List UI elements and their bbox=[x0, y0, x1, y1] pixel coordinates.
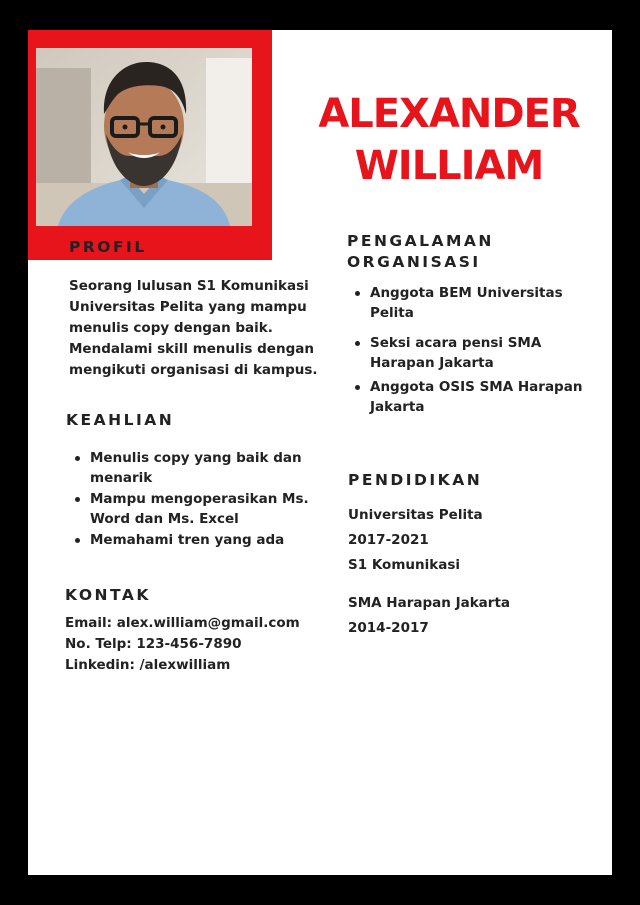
profil-line: mengikuti organisasi di kampus. bbox=[69, 362, 318, 378]
profil-line: menulis copy dengan baik. bbox=[69, 320, 273, 336]
profil-heading: PROFIL bbox=[69, 238, 147, 256]
edu-school: SMA Harapan Jakarta bbox=[348, 595, 511, 611]
profil-text bbox=[69, 276, 318, 381]
pengalaman-heading: PENGALAMAN ORGANISASI bbox=[347, 232, 494, 271]
profil-line: Universitas Pelita yang mampu bbox=[69, 299, 307, 315]
list-item: Anggota OSIS SMA Harapan Jakarta bbox=[370, 379, 583, 415]
contact-phone: No. Telp: 123-456-7890 bbox=[65, 636, 242, 652]
profil-line: Seorang lulusan S1 Komunikasi bbox=[69, 278, 309, 294]
profile-photo-illustration bbox=[36, 48, 252, 226]
resume-page bbox=[28, 30, 612, 875]
kontak-heading: KONTAK bbox=[65, 586, 151, 604]
keahlian-heading: KEAHLIAN bbox=[66, 411, 175, 429]
resume-name bbox=[304, 88, 594, 192]
kontak-details bbox=[65, 613, 300, 676]
profile-photo bbox=[36, 48, 252, 226]
contact-email: Email: alex.william@gmail.com bbox=[65, 615, 300, 631]
list-item: Seksi acara pensi SMA Harapan Jakarta bbox=[370, 333, 582, 373]
name-last: WILLIAM bbox=[354, 143, 544, 189]
list-item: Mampu mengoperasikan Ms. Word dan Ms. Excel bbox=[90, 491, 309, 527]
keahlian-list bbox=[68, 448, 309, 550]
name-first: ALEXANDER bbox=[318, 91, 580, 137]
edu-years: 2014-2017 bbox=[348, 620, 429, 636]
pengalaman-list bbox=[348, 283, 582, 417]
edu-years: 2017-2021 bbox=[348, 532, 429, 548]
list-item: Menulis copy yang baik dan menarik bbox=[90, 448, 309, 488]
profil-line: Mendalami skill menulis dengan bbox=[69, 341, 314, 357]
list-item: Memahami tren yang ada bbox=[90, 530, 309, 550]
photo-frame bbox=[28, 30, 272, 260]
edu-degree: S1 Komunikasi bbox=[348, 557, 460, 573]
contact-linkedin: Linkedin: /alexwilliam bbox=[65, 657, 231, 673]
edu-school: Universitas Pelita bbox=[348, 507, 483, 523]
pendidikan-heading: PENDIDIKAN bbox=[348, 471, 483, 489]
list-item: Anggota BEM Universitas Pelita bbox=[370, 283, 582, 323]
